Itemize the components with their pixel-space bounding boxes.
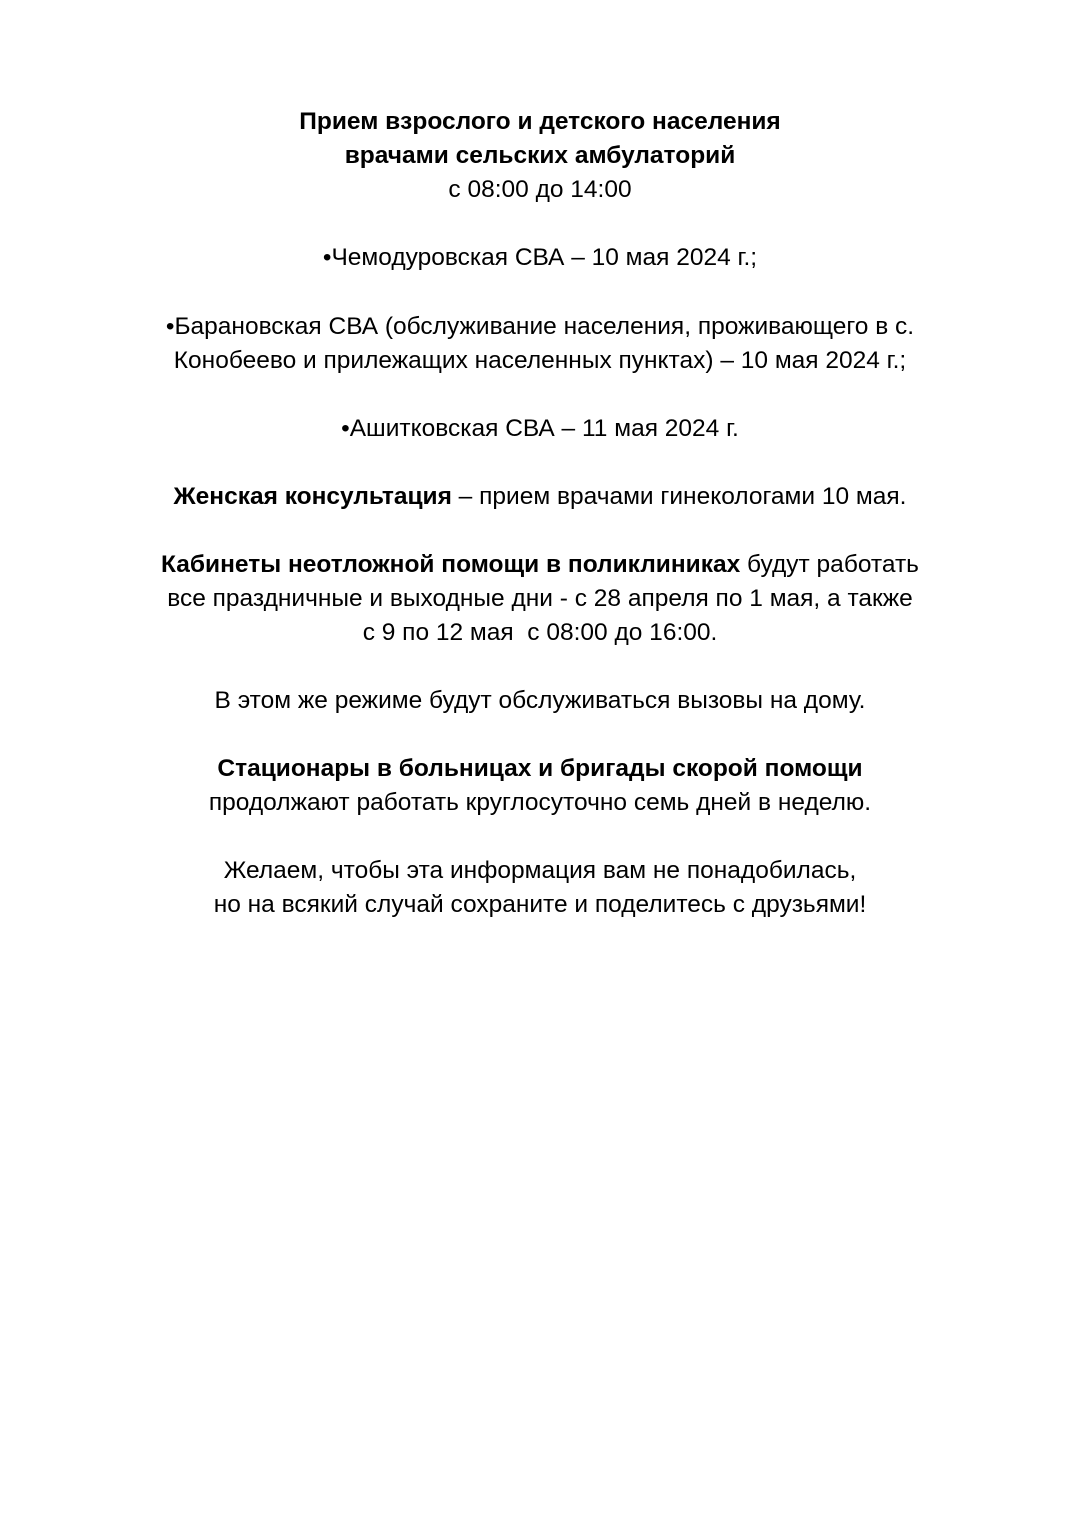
- emergency-rooms-rest: будут работать: [740, 551, 919, 578]
- hospitals-line-2: продолжают работать круглосуточно семь дней в неделю.: [208, 789, 872, 816]
- heading-block: [0, 105, 1080, 207]
- emergency-rooms-line-1: [0, 548, 1080, 582]
- clinic-item-text-line-1: •Барановская СВА (обслуживание населения, проживающего в с.: [165, 313, 915, 340]
- heading-line-2: врачами сельских амбулаторий: [344, 142, 736, 169]
- womens-consultation-line: [0, 480, 1080, 514]
- clinic-item-chemodurovskaya: [0, 241, 1080, 275]
- emergency-rooms-line-3: с 9 по 12 мая с 08:00 до 16:00.: [362, 619, 718, 646]
- heading-hours: с 08:00 до 14:00: [448, 176, 632, 203]
- heading-line-1: Прием взрослого и детского населения: [299, 108, 781, 135]
- emergency-rooms-line-2: все праздничные и выходные дни - с 28 апреля по 1 мая, а также: [167, 585, 913, 612]
- closing-line-1: Желаем, чтобы эта информация вам не понадобилась,: [223, 857, 857, 884]
- hospitals-bold: Стационары в больницах и бригады скорой помощи: [217, 755, 863, 782]
- emergency-rooms-paragraph: [0, 548, 1080, 650]
- home-calls-paragraph: [0, 684, 1080, 718]
- hospitals-paragraph: [0, 752, 1080, 820]
- womens-consultation-paragraph: [0, 480, 1080, 514]
- clinic-item-ashitkovskaya: [0, 412, 1080, 446]
- clinic-item-text: •Ашитковская СВА – 11 мая 2024 г.: [341, 415, 739, 442]
- clinic-item-text: •Чемодуровская СВА – 10 мая 2024 г.;: [322, 244, 758, 271]
- emergency-rooms-bold: Кабинеты неотложной помощи в поликлиниках: [161, 551, 741, 578]
- womens-consultation-rest: – прием врачами гинекологами 10 мая.: [451, 483, 907, 510]
- womens-consultation-bold: Женская консультация: [173, 483, 452, 510]
- clinic-item-baranovskaya: [0, 310, 1080, 378]
- clinic-item-text-line-2: Конобеево и прилежащих населенных пунктах) – 10 мая 2024 г.;: [173, 347, 907, 374]
- home-calls-text: В этом же режиме будут обслуживаться вызовы на дому.: [214, 687, 866, 714]
- closing-line-2: но на всякий случай сохраните и поделитесь с друзьями!: [213, 891, 867, 918]
- closing-paragraph: [0, 854, 1080, 922]
